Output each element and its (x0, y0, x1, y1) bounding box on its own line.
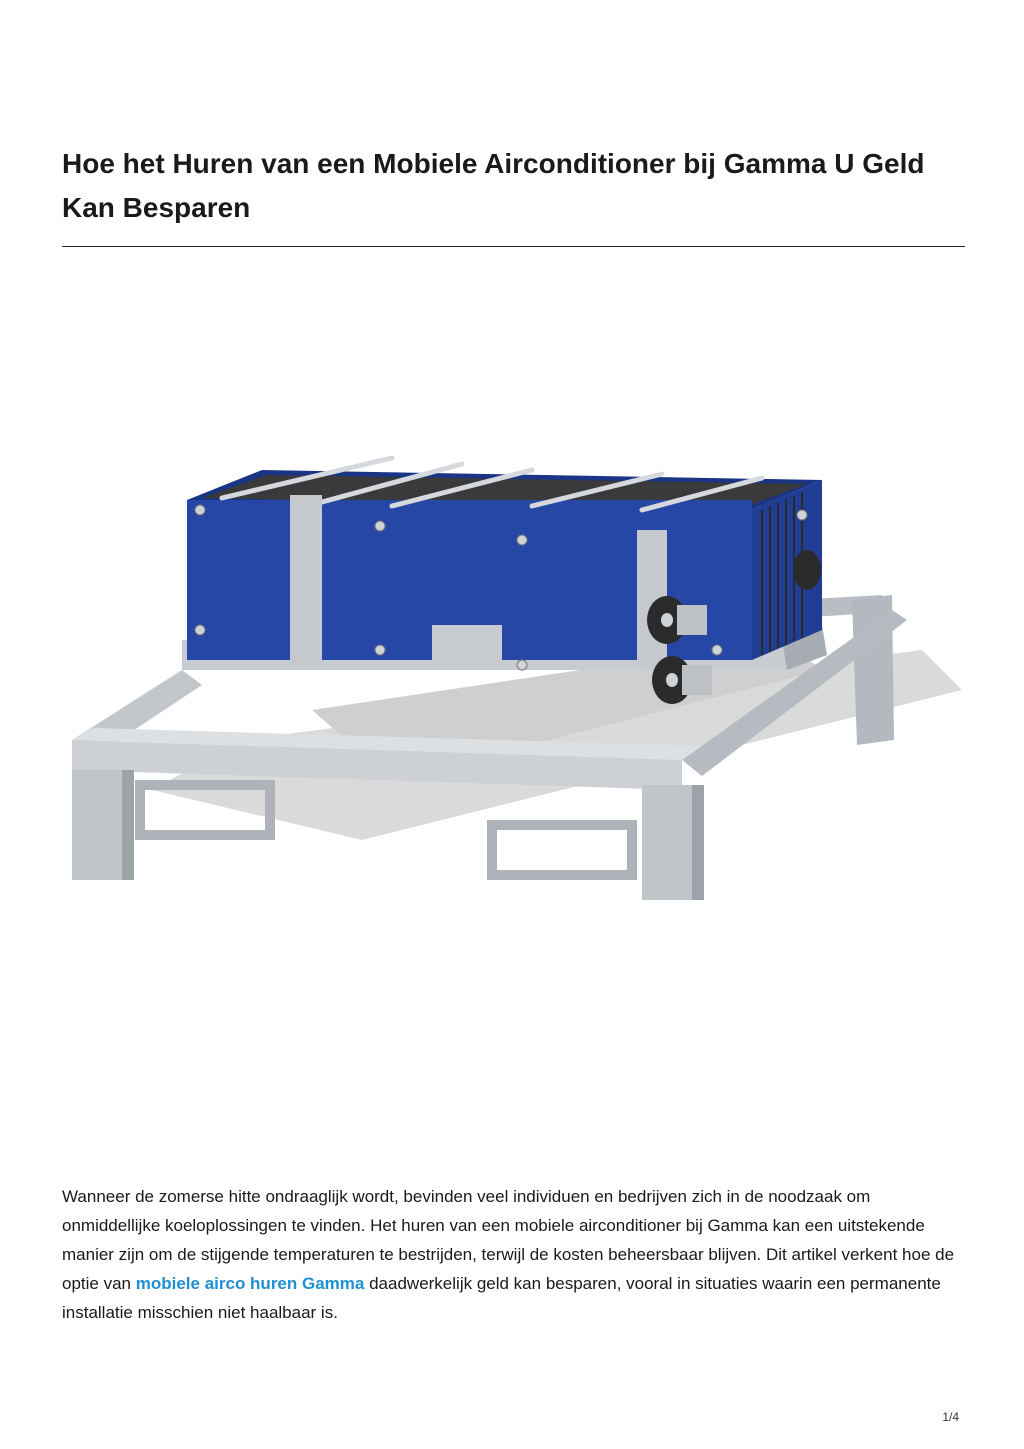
page-number: 1/4 (942, 1410, 959, 1424)
pipe-fitting (666, 673, 678, 687)
pipe-fitting (661, 613, 673, 627)
fork-pocket (492, 825, 632, 875)
intro-text: Wanneer de zomerse hitte ondraaglijk wordt, bevinden veel individuen en bedrijven zich in de noodzaak om onmiddellijke koeloplossingen te vinden. Het huren van een mobiele airconditioner bij Gamma kan een uitstekende manier zijn om de stijgende temperaturen te bestrijden, terwijl de kosten beheersbaar blijven. Dit artikel verkent hoe de optie van (62, 1187, 955, 1293)
frame-leg (692, 785, 704, 900)
intro-text-continued: daadwerkelijk geld kan besparen, vooral in situaties waarin een permanente installatie misschien niet haalbaar is. (62, 1274, 941, 1322)
pipe-fitting (793, 550, 821, 590)
title-divider (62, 246, 965, 247)
bracket-center (432, 625, 502, 670)
pipe-stub (682, 665, 712, 695)
intro-paragraph (62, 1182, 962, 1327)
page-title: Hoe het Huren van een Mobiele Airconditioner bij Gamma U Geld Kan Besparen (62, 148, 925, 223)
bracket (290, 495, 322, 665)
frame-leg (122, 770, 134, 880)
mobiele-airco-link[interactable]: mobiele airco huren Gamma (135, 1274, 365, 1293)
product-image (62, 440, 965, 900)
heat-exchanger-illustration (62, 440, 965, 900)
pipe-stub (677, 605, 707, 635)
